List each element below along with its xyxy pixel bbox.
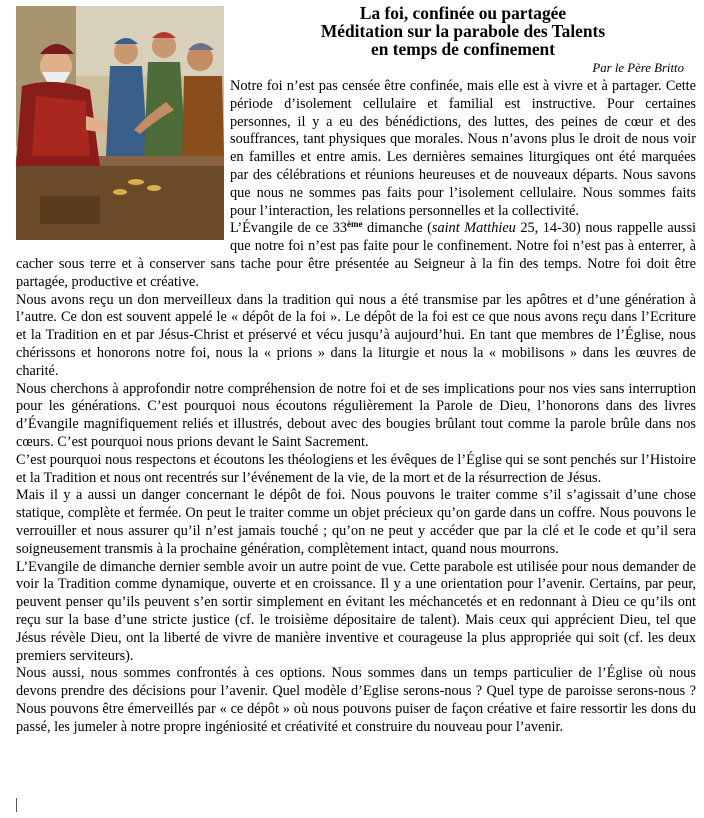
scripture-reference: saint Matthieu bbox=[431, 220, 516, 237]
article-title bbox=[228, 4, 696, 58]
title-line-2: Méditation sur la parabole des Talents bbox=[320, 21, 606, 41]
author-byline: Par le Père Britto bbox=[592, 61, 684, 75]
text-cursor-mark bbox=[16, 798, 17, 812]
title-line-1: La foi, confinée ou partagée bbox=[359, 3, 567, 23]
parable-of-talents-painting-icon bbox=[16, 6, 224, 240]
document-page bbox=[16, 4, 696, 736]
title-line-3: en temps de confinement bbox=[370, 39, 556, 59]
paragraph-3: Nous avons reçu un don merveilleux dans la tradition qui nous a été transmise par les apôtres et d’une génération à l’autre. Ce don est souvent appelé le « dépôt de la foi ». Le dépôt de la foi est ce que nous avons reçu dans l’Ecriture et la Tradition en et par Jésus-Christ et préservé et vécu jusqu’à aujourd’hui. En tant que membres de l’Église, nous chérissons et honorons notre foi, nous la « prions » dans la liturgie et nous la « mobilisons » dans les œuvres de charité. bbox=[16, 291, 696, 379]
paragraph-5: C’est pourquoi nous respectons et écoutons les théologiens et les évêques de l’Église qui se sont penchés sur l’Histoire et la Tradition et nous ont recentrés sur l’événement de la vie, de la mort et de la résurrection de Jésus. bbox=[16, 451, 696, 486]
paragraph-2-part-a: L’Évangile de ce 33 bbox=[230, 220, 348, 237]
paragraph-2-part-c: 25, 14-30) nous rappelle aussi que notre foi n’est pas faite pour le confinement. Notre foi n’est pas à enterrer, à cacher sous terre et à conserver sans tache pour être présentée au Seigneur à la fin des temps. Notre foi doit être partagée, productive et créative. bbox=[16, 220, 696, 290]
paragraph-4: Nous cherchons à approfondir notre compréhension de notre foi et de ses implications pour nos vies sans interruption pour les générations. C’est pourquoi nous écoutons régulièrement la Parole de Dieu, l’honorons dans des livres d’Évangile magnifiquement reliés et illustrés, debout avec des bougies brûlant tout comme la parole brûle dans nos cœurs. C’est pourquoi nous prions devant le Saint Sacrement. bbox=[16, 380, 696, 450]
paragraph-2-part-b: dimanche ( bbox=[362, 220, 432, 237]
paragraph-1: Notre foi n’est pas censée être confinée, mais elle est à vivre et à partager. Cette période d’isolement cellulaire et familial est instructive. Pour certaines personnes, il y a eu des bénédictions, des luttes, des peines de cœur et des souffrances, tant physiques que morales. Nous n’avons plus le droit de nous voir en familles et entre amis. Les dernières semaines liturgiques ont été marquées par des célébrations et réunions heureuses et de nouveaux départs. Nous savons que nous ne sommes pas faits pour l’isolement cellulaire. Nous sommes faits pour l’interaction, les relations personnelles et la collectivité. bbox=[230, 78, 696, 219]
ordinal-suffix: ème bbox=[347, 219, 363, 230]
paragraph-7: L’Evangile de dimanche dernier semble avoir un autre point de vue. Cette parabole est utilisée pour nous demander de voir la Tradition comme dynamique, ouverte et en croissance. Il y a une orientation pour l’avenir. Certains, par peur, peuvent penser qu’ils peuvent s’en sortir simplement en évitant les méchancetés et en redonnant à Dieu ce qu’ils ont reçu sur la base d’une stricte justice (cf. le troisième dépositaire de talent). Mais ceux qui apprécient Dieu, tel que Jésus révèle Dieu, ont la liberté de vivre de manière inventive et courageuse la plus appropriée qui soit (cf. les deux premiers serviteurs). bbox=[16, 558, 696, 664]
paragraph-8: Nous aussi, nous sommes confrontés à ces options. Nous sommes dans un temps particulier de l’Église où nous devons prendre des décisions pour l’avenir. Quel modèle d’Eglise serons-nous ? Quel type de paroisse serons-nous ? Nous pouvons être émerveillés par « ce dépôt » où nous pouvons puiser de façon créative et faire ressortir les dons du passé, les jumeler à notre propre ingéniosité et créativité et construire du nouveau pour l’avenir. bbox=[16, 665, 696, 735]
paragraph-6: Mais il y a aussi un danger concernant le dépôt de foi. Nous pouvons le traiter comme s’il s’agissait d’une chose statique, complète et fermée. On peut le traiter comme un objet précieux qu’on garde dans un coffre. Nous pouvons le verrouiller et nous assurer qu’il n’est jamais touché ; qu’on ne peut y accéder que par la clé et le code et qu’il sera soigneusement transmis à la prochaine génération, complètement intact, quand nous mourrons. bbox=[16, 487, 696, 557]
